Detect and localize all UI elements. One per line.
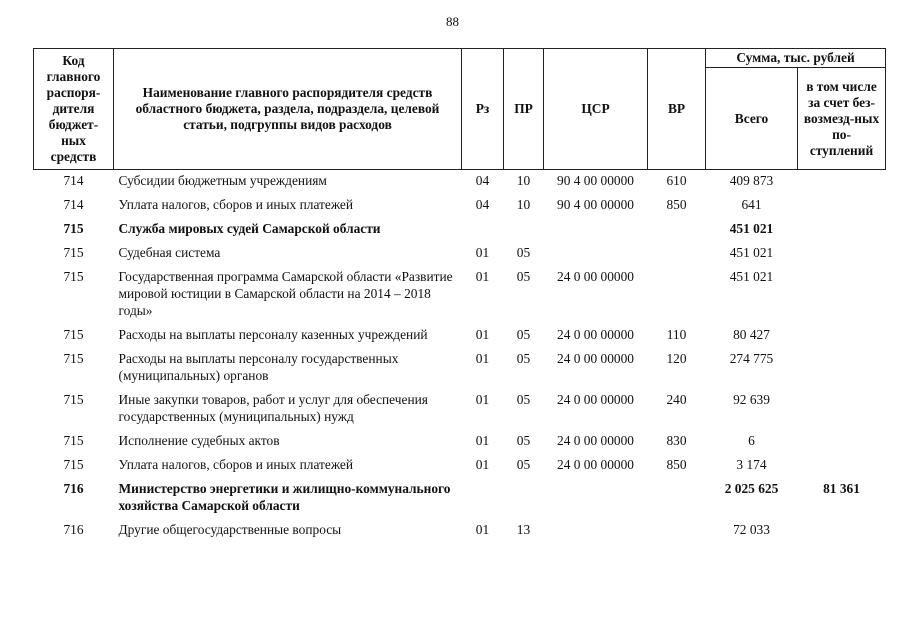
- cell-free: [798, 430, 886, 454]
- cell-csr: 24 0 00 00000: [557, 433, 634, 448]
- cell-rz: 01: [475, 392, 490, 407]
- cell-rz: 01: [475, 327, 490, 342]
- cell-pr: [504, 478, 544, 519]
- cell-rz: 04: [475, 173, 490, 188]
- cell-vr: 110: [666, 327, 687, 342]
- cell-free: [798, 218, 886, 242]
- cell-rz: 01: [475, 269, 490, 284]
- cell-csr: [544, 242, 648, 266]
- cell-name: Исполнение судебных актов: [118, 433, 280, 448]
- header-rz: Рз: [462, 49, 504, 170]
- table-row: [34, 324, 886, 348]
- cell-code: 715: [63, 221, 84, 236]
- cell-total: 6: [748, 433, 755, 448]
- cell-name: Уплата налогов, сборов и иных платежей: [118, 457, 354, 472]
- cell-vr: 830: [666, 433, 687, 448]
- cell-pr: 05: [516, 457, 531, 472]
- cell-free: [798, 266, 886, 324]
- cell-free: [798, 194, 886, 218]
- cell-csr: 24 0 00 00000: [557, 457, 634, 472]
- cell-code: 715: [63, 245, 84, 260]
- cell-vr: [648, 242, 706, 266]
- cell-code: 715: [63, 351, 84, 366]
- cell-pr: 05: [516, 269, 531, 284]
- table-row: [34, 348, 886, 389]
- cell-csr: [544, 519, 648, 543]
- header-total: Всего: [706, 68, 798, 170]
- cell-rz: [462, 478, 504, 519]
- cell-total: 72 033: [733, 522, 770, 537]
- cell-code: 714: [63, 173, 84, 188]
- cell-free: [798, 324, 886, 348]
- cell-name: Судебная система: [118, 245, 221, 260]
- table-row: [34, 242, 886, 266]
- header-sum: Сумма, тыс. рублей: [706, 49, 886, 68]
- cell-csr: 24 0 00 00000: [557, 327, 634, 342]
- cell-code: 715: [63, 327, 84, 342]
- cell-free: 81 361: [823, 481, 860, 496]
- cell-pr: [504, 218, 544, 242]
- cell-name: Уплата налогов, сборов и иных платежей: [118, 197, 354, 212]
- cell-free: [798, 348, 886, 389]
- cell-pr: 10: [516, 173, 531, 188]
- cell-total: 451 021: [729, 221, 774, 236]
- cell-csr: 24 0 00 00000: [557, 351, 634, 366]
- table-row: [34, 170, 886, 195]
- cell-free: [798, 242, 886, 266]
- cell-name: Расходы на выплаты персоналу государственных (муниципальных) органов: [118, 351, 399, 383]
- header-pr: ПР: [504, 49, 544, 170]
- cell-code: 715: [63, 433, 84, 448]
- cell-pr: 13: [516, 522, 531, 537]
- cell-free: [798, 389, 886, 430]
- table-row: [34, 266, 886, 324]
- cell-pr: 05: [516, 392, 531, 407]
- cell-pr: 10: [516, 197, 531, 212]
- cell-vr: 240: [666, 392, 687, 407]
- table-row: [34, 430, 886, 454]
- cell-pr: 05: [516, 327, 531, 342]
- cell-name: Субсидии бюджетным учреждениям: [118, 173, 327, 188]
- cell-vr: [648, 218, 706, 242]
- cell-name: Государственная программа Самарской области «Развитие мировой юстиции в Самарской области на 2014 – 2018 годы»: [118, 269, 453, 318]
- table-row: [34, 454, 886, 478]
- table-row: [34, 218, 886, 242]
- cell-total: 451 021: [729, 245, 774, 260]
- cell-code: 714: [63, 197, 84, 212]
- cell-vr: 850: [666, 197, 687, 212]
- cell-free: [798, 454, 886, 478]
- cell-rz: 01: [475, 433, 490, 448]
- cell-total: 451 021: [729, 269, 774, 284]
- cell-rz: 01: [475, 245, 490, 260]
- cell-code: 716: [63, 522, 84, 537]
- cell-free: [798, 170, 886, 195]
- cell-free: [798, 519, 886, 543]
- cell-name: Служба мировых судей Самарской области: [118, 221, 381, 236]
- cell-code: 716: [63, 481, 84, 496]
- table-row: [34, 194, 886, 218]
- cell-rz: 04: [475, 197, 490, 212]
- header-code: Код главного распоря-дителя бюджет-ных средств: [34, 49, 114, 170]
- cell-vr: 610: [666, 173, 687, 188]
- budget-table: [33, 48, 886, 543]
- cell-vr: 850: [666, 457, 687, 472]
- header-name: Наименование главного распорядителя средств областного бюджета, раздела, подраздела, целевой статьи, подгруппы видов расходов: [114, 49, 462, 170]
- cell-csr: 90 4 00 00000: [557, 197, 634, 212]
- cell-total: 409 873: [729, 173, 774, 188]
- table-row: [34, 519, 886, 543]
- cell-total: 2 025 625: [724, 481, 779, 496]
- cell-name: Иные закупки товаров, работ и услуг для обеспечения государственных (муниципальных) нужд: [118, 392, 428, 424]
- cell-pr: 05: [516, 433, 531, 448]
- cell-pr: 05: [516, 351, 531, 366]
- cell-name: Расходы на выплаты персоналу казенных учреждений: [118, 327, 428, 342]
- cell-name: Министерство энергетики и жилищно-коммунального хозяйства Самарской области: [118, 481, 451, 513]
- cell-total: 641: [741, 197, 762, 212]
- cell-csr: [544, 218, 648, 242]
- header-free: в том числе за счет без-возмезд-ных по-ступлений: [798, 68, 886, 170]
- cell-rz: 01: [475, 457, 490, 472]
- cell-csr: 24 0 00 00000: [557, 269, 634, 284]
- table-row: [34, 478, 886, 519]
- cell-name: Другие общегосударственные вопросы: [118, 522, 342, 537]
- page-number: 88: [446, 14, 459, 29]
- cell-csr: [544, 478, 648, 519]
- cell-csr: 90 4 00 00000: [557, 173, 634, 188]
- table-body: [34, 170, 886, 544]
- cell-code: 715: [63, 457, 84, 472]
- cell-total: 80 427: [733, 327, 770, 342]
- cell-code: 715: [63, 269, 84, 284]
- table-row: [34, 389, 886, 430]
- cell-total: 92 639: [733, 392, 770, 407]
- cell-csr: 24 0 00 00000: [557, 392, 634, 407]
- cell-rz: 01: [475, 351, 490, 366]
- cell-rz: [462, 218, 504, 242]
- cell-total: 274 775: [729, 351, 774, 366]
- cell-total: 3 174: [736, 457, 767, 472]
- cell-code: 715: [63, 392, 84, 407]
- cell-rz: 01: [475, 522, 490, 537]
- cell-vr: [648, 519, 706, 543]
- table-header: [34, 49, 886, 170]
- cell-vr: 120: [666, 351, 687, 366]
- header-csr: ЦСР: [544, 49, 648, 170]
- cell-vr: [648, 266, 706, 324]
- cell-vr: [648, 478, 706, 519]
- header-vr: ВР: [648, 49, 706, 170]
- cell-pr: 05: [516, 245, 531, 260]
